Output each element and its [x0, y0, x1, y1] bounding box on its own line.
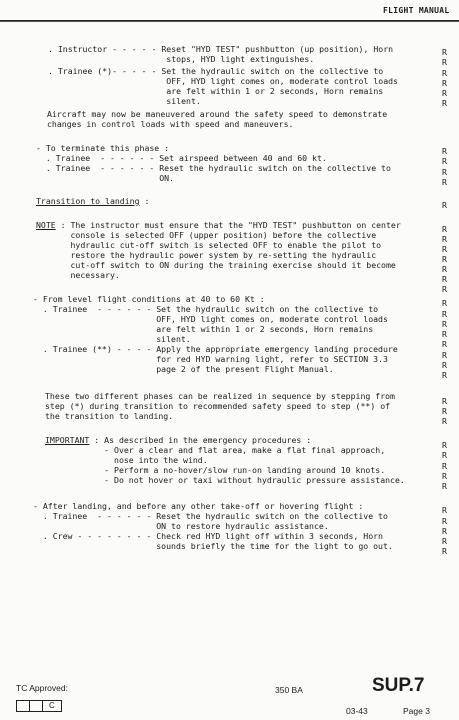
revision-mark: R [442, 284, 447, 294]
text-line: ON. [36, 173, 175, 183]
revision-mark: R [442, 471, 447, 481]
text-block-8 [45, 435, 405, 485]
text-line: Aircraft may now be maneuvered around the safety speed to demonstrate [47, 109, 388, 119]
text-line: page 2 of the present Flight Manual. [33, 364, 334, 374]
text-line: silent. [48, 96, 201, 106]
text-line: nose into the wind. [45, 455, 208, 465]
revision-mark: R [442, 167, 447, 177]
text-line: . Trainee - - - - - - Reset the hydraulic switch on the collective to [33, 511, 388, 521]
model-label: 350 BA [275, 685, 303, 695]
revision-mark: R [442, 516, 447, 526]
text-line: . Trainee - - - - - - Set airspeed between 40 and 60 kt. [36, 153, 327, 163]
text-block-5 [36, 220, 401, 280]
text-line: . Trainee (*)- - - - - Set the hydraulic switch on the collective to [48, 66, 384, 76]
text-block-2 [47, 109, 387, 129]
text-line: Transition to landing : [36, 196, 150, 206]
text-line: . Trainee (**) - - - - Apply the appropriate emergency landing procedure [33, 344, 398, 354]
revision-mark: R [442, 98, 447, 108]
revision-mark: R [442, 546, 447, 556]
text-line: . Trainee - - - - - - Set the hydraulic switch on the collective to [33, 304, 379, 314]
revision-mark: R [442, 298, 447, 308]
text-line: hydraulic cut-off switch is selected OFF to enable the pilot to [36, 240, 382, 250]
revision-mark: R [442, 350, 447, 360]
status-cell-1 [17, 701, 30, 711]
text-line: - From level flight conditions at 40 to 60 Kt : [33, 294, 265, 304]
text-block-7 [45, 391, 395, 421]
revision-status-box [16, 700, 62, 712]
text-line: - To terminate this phase : [36, 143, 170, 153]
text-line: . Crew - - - - - - - - Check red HYD light off within 3 seconds, Horn [33, 531, 383, 541]
text-block-1 [48, 66, 398, 106]
section-label: SUP.7 [372, 675, 425, 696]
revision-date: 03-43 [346, 706, 368, 716]
text-block-3 [36, 143, 391, 183]
text-line: silent. [33, 334, 191, 344]
text-line: sounds briefly the time for the light to go out. [33, 541, 393, 551]
revision-mark: R [442, 177, 447, 187]
revision-mark: R [442, 416, 447, 426]
status-cell-2 [30, 701, 43, 711]
text-line: - Perform a no-hover/slow run-on landing around 10 knots. [45, 465, 386, 475]
revision-mark: R [442, 200, 447, 210]
revision-mark: R [442, 481, 447, 491]
text-line: are felt within 1 or 2 seconds, Horn remains [33, 324, 374, 334]
text-block-9 [33, 501, 393, 551]
text-line: step (*) during transition to recommended safety speed to step (**) of [45, 401, 391, 411]
revision-mark: R [442, 396, 447, 406]
revision-mark: R [442, 406, 447, 416]
text-line: restore the hydraulic power system by re-setting the hydraulic [36, 250, 377, 260]
revision-mark: R [442, 244, 447, 254]
text-line: NOTE : The instructor must ensure that the "HYD TEST" pushbutton on center [36, 220, 401, 230]
text-line: stops, HYD light extinguishes. [48, 54, 315, 64]
text-line: - Do not hover or taxi without hydraulic pressure assistance. [45, 475, 405, 485]
revision-mark: R [442, 156, 447, 166]
text-line: These two different phases can be realized in sequence by stepping from [45, 391, 395, 401]
text-block-4 [36, 196, 149, 206]
text-block-0 [48, 44, 393, 64]
revision-mark: R [442, 461, 447, 471]
text-line: ON to restore hydraulic assistance. [33, 521, 329, 531]
text-line: OFF, HYD light comes on, moderate control loads [48, 76, 398, 86]
text-line: IMPORTANT : As described in the emergency procedures : [45, 435, 312, 445]
tc-approved-label: TC Approved: [16, 683, 68, 693]
text-line: for red HYD warning light, refer to SECTION 3.3 [33, 354, 388, 364]
revision-mark: R [442, 526, 447, 536]
revision-mark: R [442, 309, 447, 319]
text-line: the transition to landing. [45, 411, 174, 421]
revision-mark: R [442, 440, 447, 450]
revision-mark: R [442, 319, 447, 329]
revision-mark: R [442, 78, 447, 88]
revision-mark: R [442, 146, 447, 156]
revision-mark: R [442, 370, 447, 380]
text-line: are felt within 1 or 2 seconds, Horn remains [48, 86, 384, 96]
text-line: console is selected OFF (upper position) before the collective [36, 230, 377, 240]
revision-mark: R [442, 360, 447, 370]
revision-mark: R [442, 224, 447, 234]
status-letter: C [49, 701, 55, 710]
revision-mark: R [442, 68, 447, 78]
page-number: Page 3 [403, 706, 430, 716]
text-line: cut-off switch to ON during the training exercise should it become [36, 260, 396, 270]
revision-mark: R [442, 339, 447, 349]
revision-mark: R [442, 329, 447, 339]
text-line: - After landing, and before any other take-off or hovering flight : [33, 501, 364, 511]
revision-mark: R [442, 264, 447, 274]
text-line: . Trainee - - - - - - Reset the hydraulic switch on the collective to [36, 163, 391, 173]
text-line: necessary. [36, 270, 120, 280]
text-line: - Over a clear and flat area, make a flat final approach, [45, 445, 386, 455]
text-line: changes in control loads with speed and maneuvers. [47, 119, 294, 129]
text-block-6 [33, 294, 398, 374]
text-line: . Instructor - - - - - Reset "HYD TEST" pushbutton (up position), Horn [48, 44, 394, 54]
revision-mark: R [442, 57, 447, 67]
revision-mark: R [442, 274, 447, 284]
revision-mark: R [442, 234, 447, 244]
text-line: OFF, HYD light comes on, moderate control loads [33, 314, 388, 324]
revision-mark: R [442, 254, 447, 264]
revision-mark: R [442, 505, 447, 515]
revision-mark: R [442, 450, 447, 460]
revision-mark: R [442, 88, 447, 98]
revision-mark: R [442, 536, 447, 546]
header-rule-secondary [0, 21, 459, 22]
revision-mark: R [442, 47, 447, 57]
header-title: FLIGHT MANUAL [383, 6, 450, 15]
